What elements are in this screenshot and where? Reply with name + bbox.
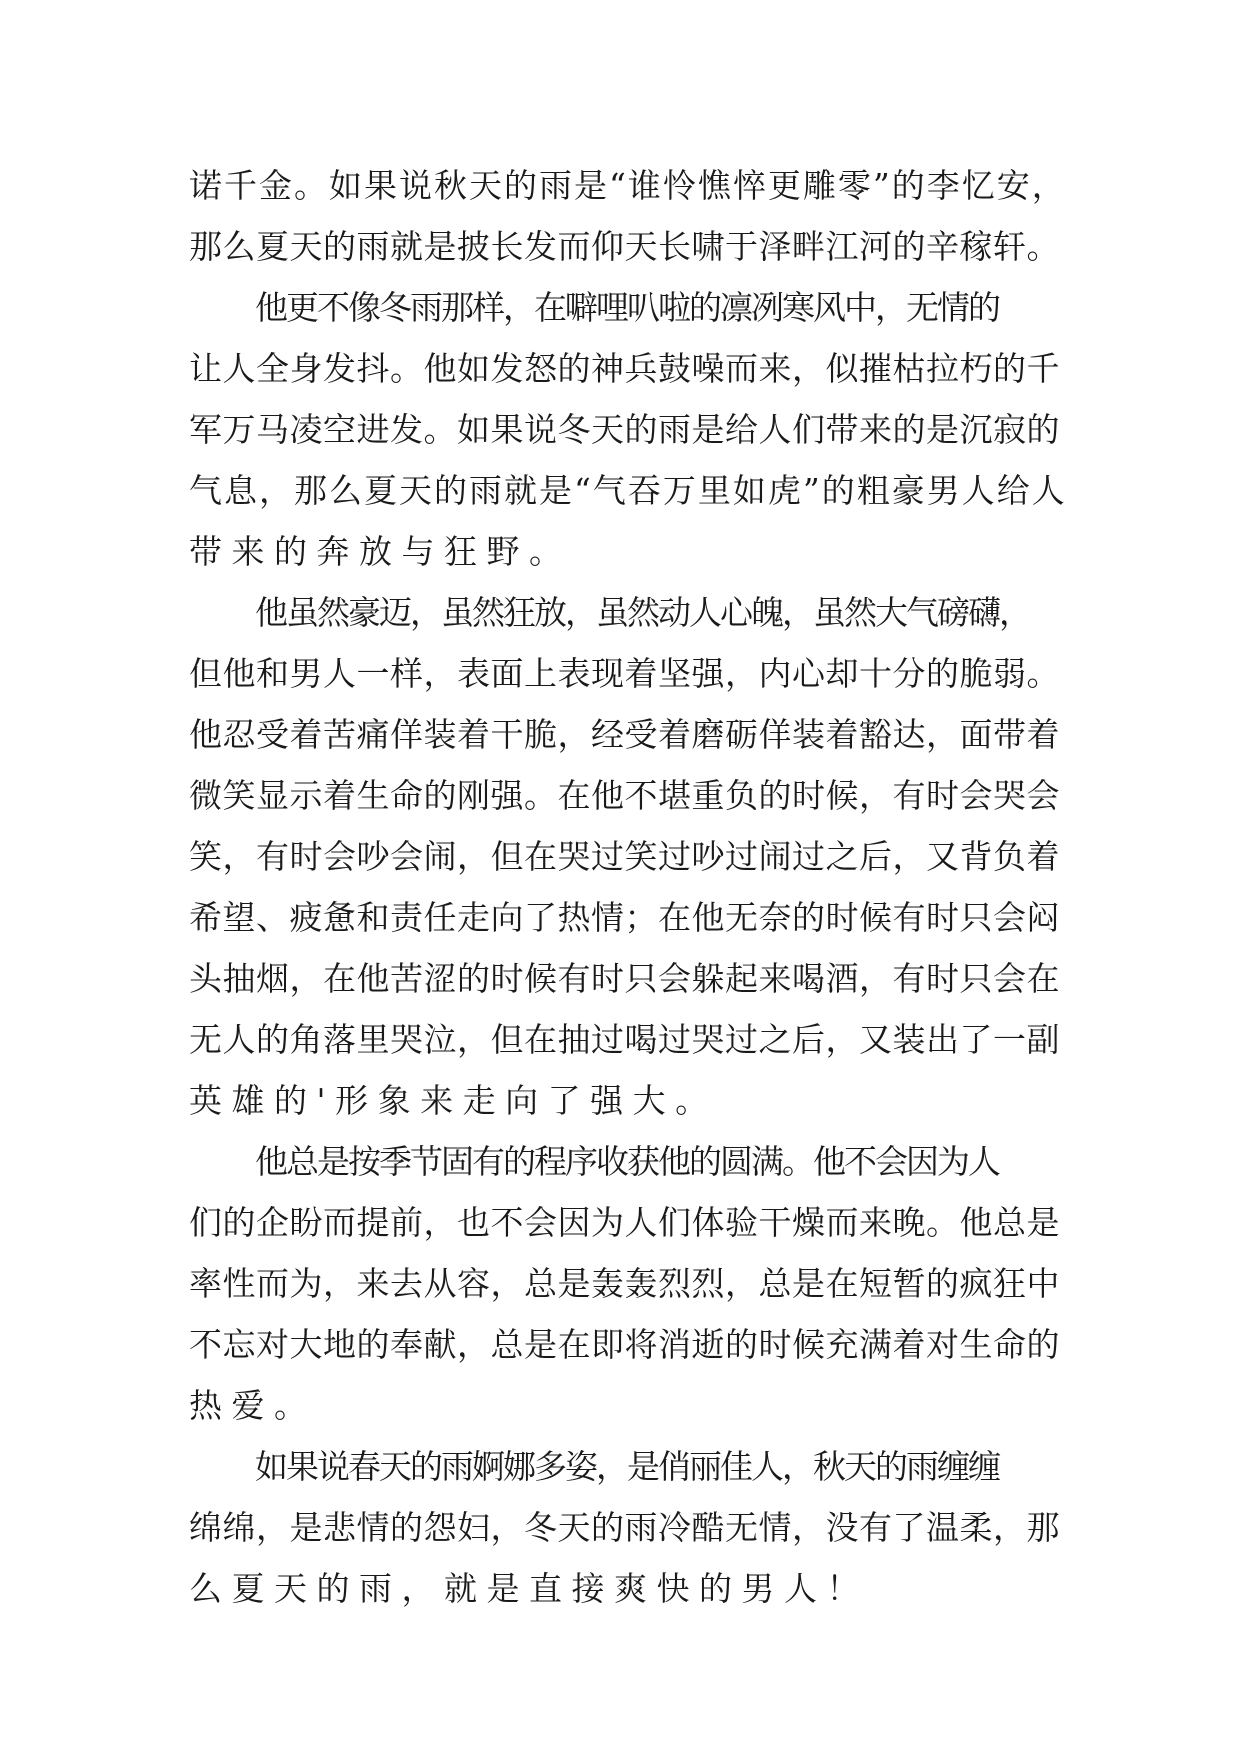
- text-line: 无人的角落里哭泣，但在抽过喝过哭过之后，又装出了一副: [189, 1020, 1060, 1059]
- document-body: [189, 155, 1069, 1619]
- text-line: 诺千金。如果说秋天的雨是“谁怜憔悴更雕零”的李忆安，: [189, 166, 1067, 205]
- text-line: 他更不像冬雨那样，在噼哩叭啦的凛冽寒风中，无情的: [255, 288, 999, 327]
- text-line: 那么夏天的雨就是披长发而仰天长啸于泽畔江河的辛稼轩。: [189, 227, 1060, 266]
- text-line: 军万马凌空进发。如果说冬天的雨是给人们带来的是沉寂的: [189, 410, 1060, 449]
- text-line: 头抽烟，在他苦涩的时候有时只会躲起来喝酒，有时只会在: [189, 959, 1060, 998]
- text-line: 希望、疲惫和责任走向了热情；在他无奈的时候有时只会闷: [189, 898, 1060, 937]
- text-line: 们的企盼而提前，也不会因为人们体验干燥而来晚。他总是: [189, 1203, 1060, 1242]
- paragraph-2: [189, 277, 1069, 582]
- text-line: 英雄的'形象来走向了强大。: [189, 1081, 718, 1120]
- text-line: 么夏天的雨，就是直接爽快的男人！: [189, 1569, 869, 1608]
- text-line: 但他和男人一样，表面上表现着坚强，内心却十分的脆弱。: [189, 654, 1060, 693]
- text-line: 他忍受着苦痛佯装着干脆，经受着磨砺佯装着豁达，面带着: [189, 715, 1060, 754]
- text-line: 绵绵，是悲情的怨妇，冬天的雨冷酷无情，没有了温柔，那: [189, 1508, 1060, 1547]
- text-line: 笑，有时会吵会闹，但在哭过笑过吵过闹过之后，又背负着: [189, 837, 1060, 876]
- text-line: 率性而为，来去从容，总是轰轰烈烈，总是在短暂的疯狂中: [189, 1264, 1060, 1303]
- paragraph-1: [189, 155, 1069, 277]
- paragraph-4: [189, 1131, 1069, 1436]
- text-line: 微笑显示着生命的刚强。在他不堪重负的时候，有时会哭会: [189, 776, 1060, 815]
- paragraph-3: [189, 582, 1069, 1131]
- text-line: 让人全身发抖。他如发怒的神兵鼓噪而来，似摧枯拉朽的千: [189, 349, 1060, 388]
- text-line: 带来的奔放与狂野。: [189, 532, 572, 571]
- text-line: 他总是按季节固有的程序收获他的圆满。他不会因为人: [255, 1142, 999, 1181]
- text-line: 如果说春天的雨婀娜多姿，是俏丽佳人，秋天的雨缠缠: [255, 1447, 999, 1486]
- text-line: 不忘对大地的奉献，总是在即将消逝的时候充满着对生命的: [189, 1325, 1060, 1364]
- text-line: 热爱。: [189, 1386, 317, 1425]
- text-line: 他虽然豪迈，虽然狂放，虽然动人心魄，虽然大气磅礴，: [255, 593, 1030, 632]
- text-line: 气息，那么夏天的雨就是“气吞万里如虎”的粗豪男人给人: [189, 471, 1067, 510]
- paragraph-5: [189, 1436, 1069, 1619]
